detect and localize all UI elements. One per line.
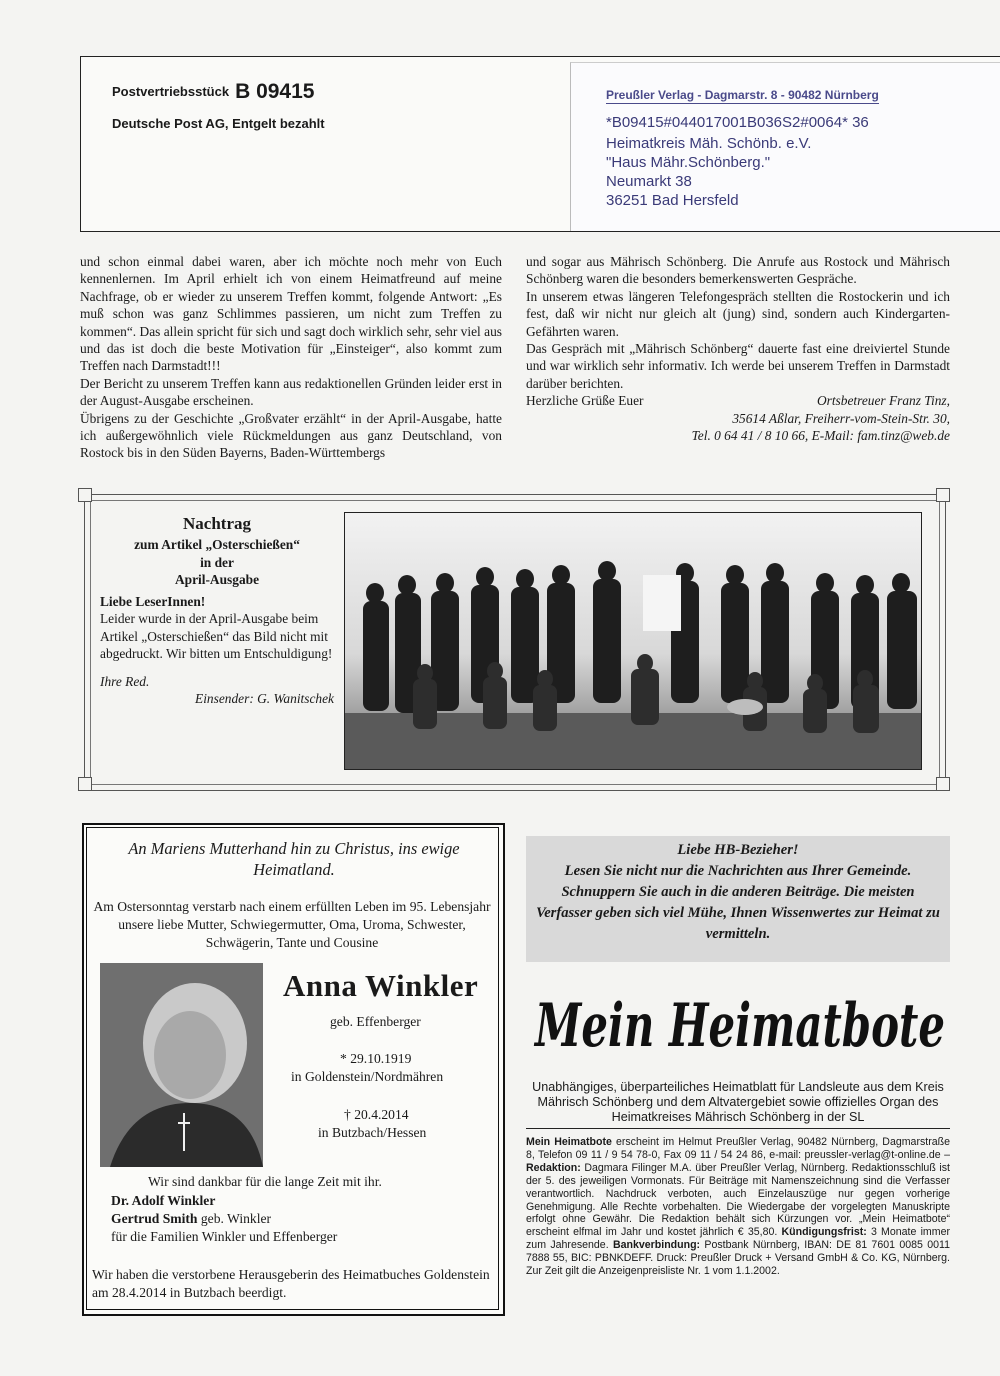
article-paragraph: In unserem etwas längeren Telefongespräch stellten die Rostockerin und ich fest, daß wir nicht nur gleich alt (jung) sind, sondern auch Kindergarten-Gefährten waren. <box>526 288 950 339</box>
nachtrag-subtitle: April-Ausgabe <box>174 572 260 587</box>
address-line-barcode: *B09415#044017001B036S2#0064* 36 <box>606 114 869 131</box>
mourner-name: Dr. Adolf Winkler <box>111 1193 216 1208</box>
nachtrag-subtitle: zum Artikel „Osterschießen“ <box>134 537 300 552</box>
imprint-text: Dagmara Filinger M.A. über Preußler Verlag, Nürnberg. Redaktionsschluß ist der 5. des jeweiligen Vormonats. Für Beiträge mit Namenszeichnung sind die Verfasser verantwortlich. Nachdruck verboten, auch Einzelauszüge nur gegen vorherige Genehmigung. Alle Rechte vorbehalten. Die Wiedergabe der vorgelegten Manuskripte erfolgt ohne Gewähr. Die Redaktion behält sich Kürzungen vor. „Mein Heimatbote“ erscheint elfmal im Jahr und kostet jährlich € 35,80. <box>526 1161 950 1239</box>
address-line-recipient: Heimatkreis Mäh. Schönb. e.V. <box>606 135 812 152</box>
article-paragraph: und sogar aus Mährisch Schönberg. Die Anrufe aus Rostock und Mährisch Schönberg waren die besonders bemerkenswerten Gespräche. <box>526 254 950 287</box>
article-paragraph: Übrigens zu der Geschichte „Großvater erzählt“ in der April-Ausgabe, hatte ich außergewöhnlich viele Rückmeldungen aus ganz Deutschland, von Rostock bis in den Süden Bayerns, Baden-Württembergs <box>80 410 502 461</box>
imprint-label: Redaktion: <box>526 1161 581 1174</box>
nachtrag-body: Leider wurde in der April-Ausgabe beim Artikel „Osterschießen“ das Bild nicht mit abgedruckt. Wir bitten um Entschuldigung! <box>100 611 333 661</box>
signature-name: Ortsbetreuer Franz Tinz, <box>816 393 950 409</box>
imprint <box>526 1136 950 1278</box>
nachtrag-subtitle: in der <box>200 554 234 570</box>
imprint-text: erscheint im Helmut Preußler Verlag, 90482 Nürnberg, Dagmarstraße 8, Telefon 09 11 / 9 54 78-0, Fax 09 11 / 54 24 86, e-mail: preussler-verlag@t-online.de – <box>526 1136 950 1161</box>
nachtrag-title: Nachtrag <box>183 514 251 533</box>
postal-code: B 09415 <box>235 80 315 103</box>
frame-corner-ornament <box>78 777 92 791</box>
greeting: Herzliche Grüße Euer <box>526 393 644 409</box>
postal-code-line <box>112 80 314 104</box>
death-place: in Butzbach/Hessen <box>318 1125 427 1140</box>
mourner-name: Gertrud Smith <box>111 1211 198 1226</box>
article-column-right <box>526 253 950 444</box>
obituary-intro: Am Ostersonntag verstarb nach einem erfüllten Leben im 95. Lebensjahr unsere liebe Mutter, Schwiegermutter, Oma, Uroma, Schwester, Schwägerin, Tante und Cousine <box>93 899 491 950</box>
nachtrag-salutation: Liebe LeserInnen! <box>100 593 206 609</box>
group-photo-illustration <box>345 513 921 769</box>
article-paragraph: und schon einmal dabei waren, aber ich möchte noch mehr von Euch kennenlernen. Im April erhielt ich von einem Heimatfreund auf meine Nachfrage, ob er wieder zu unserem Treffen kommt, folgende Antwort: „Es muß schon was ganz Schlimmes passieren, um nicht zum Treffen zu kommen“. Das allein spricht für sich und sagt doch wirklich sehr, sehr viel aus und das ist doch die beste Motivation für „Einsteiger“, also kommt zum Treffen nach Darmstadt!!! <box>80 254 502 374</box>
imprint-label: Bankverbindung: <box>612 1239 701 1252</box>
frame-corner-ornament <box>936 777 950 791</box>
sender-line: Preußler Verlag - Dagmarstr. 8 - 90482 Nürnberg <box>606 88 879 102</box>
frame-corner-ornament <box>78 488 92 502</box>
postage-paid-line: Deutsche Post AG, Entgelt bezahlt <box>112 116 325 131</box>
imprint-label: Kündigungsfrist: <box>781 1226 867 1239</box>
deceased-maiden-name: geb. Effenberger <box>330 1014 421 1029</box>
frame-corner-ornament <box>936 488 950 502</box>
address-line-street: Neumarkt 38 <box>606 173 692 190</box>
address-line-house: "Haus Mähr.Schönberg." <box>606 154 771 171</box>
nachtrag-text <box>100 512 334 708</box>
address-line-city: 36251 Bad Hersfeld <box>606 192 739 209</box>
families-line: für die Familien Winkler und Effenberger <box>111 1229 338 1244</box>
signature-contact: Tel. 0 64 41 / 8 10 66, E-Mail: fam.tinz@web.de <box>691 428 950 444</box>
masthead-subtitle: Unabhängiges, überparteiliches Heimatblatt für Landsleute aus dem Kreis Mährisch Schönberg und dem Altvatergebiet sowie offizielles Organ des Heimatkreises Mährisch Schönberg in der SL <box>532 1080 944 1124</box>
masthead-logo <box>530 974 950 1074</box>
masthead-title: Mein Heimatbote <box>533 991 945 1061</box>
obituary-heading: An Mariens Mutterhand hin zu Christus, ins ewige Heimatland. <box>128 839 460 879</box>
imprint-name: Mein Heimatbote <box>526 1136 612 1148</box>
article-paragraph: Das Gespräch mit „Mährisch Schönberg“ dauerte fast eine dreiviertel Stunde und war wirklich sehr informativ. Ich werde bei unserem Treffen in Darmstadt darüber berichten. <box>526 341 950 391</box>
imprint-text: Postbank Nürnberg, IBAN: DE 81 7601 0085 0011 7888 55, BIC: PBNKDEFF. Druck: Preußler Druck + Versand GmbH & Co. KG, Nürnberg. Zur Zeit gilt die Anzeigenpreisliste Nr. 1 vom 1.1.2002. <box>526 1239 950 1278</box>
nachtrag-sender: Einsender: G. Wanitschek <box>195 691 334 706</box>
greeting-row <box>526 392 950 409</box>
mourner-maiden: geb. Winkler <box>197 1211 272 1226</box>
article-column-left <box>80 253 502 462</box>
death-date: † 20.4.2014 <box>344 1107 409 1122</box>
nachtrag-sign: Ihre Red. <box>100 673 150 689</box>
deceased-name: Anna Winkler <box>283 968 479 1003</box>
masthead-logo-art <box>530 974 950 1074</box>
postal-prefix: Postvertriebsstück <box>112 84 230 99</box>
obituary-closing: Wir haben die verstorbene Herausgeberin des Heimatbuches Goldenstein am 28.4.2014 in Butzbach beerdigt. <box>92 1267 490 1300</box>
article-paragraph: Der Bericht zu unserem Treffen kann aus redaktionellen Gründen leider erst in der August-Ausgabe erscheinen. <box>80 375 502 409</box>
portrait-illustration <box>100 963 263 1167</box>
signature-address: 35614 Aßlar, Freiherr-vom-Stein-Str. 30, <box>732 410 950 426</box>
birth-place: in Goldenstein/Nordmähren <box>291 1069 444 1084</box>
hb-notice <box>532 840 944 945</box>
obituary-thanks: Wir sind dankbar für die lange Zeit mit ihr. <box>148 1174 382 1189</box>
hb-notice-text: Lesen Sie nicht nur die Nachrichten aus Ihrer Gemeinde. Schnuppern Sie auch in die anderen Beiträge. Die meisten Verfasser geben sich viel Mühe, Ihnen Wissenwertes zur Heimat zu vermitteln. <box>536 863 940 942</box>
group-photo <box>344 512 922 770</box>
imprint-text: 3 Monate immer zum Jahresende. <box>526 1226 950 1252</box>
masthead-rule <box>526 1128 950 1129</box>
birth-date: * 29.10.1919 <box>340 1051 412 1066</box>
mourner-line <box>111 1210 271 1228</box>
hb-notice-heading: Liebe HB-Bezieher! <box>677 842 799 858</box>
portrait-photo <box>100 963 263 1167</box>
